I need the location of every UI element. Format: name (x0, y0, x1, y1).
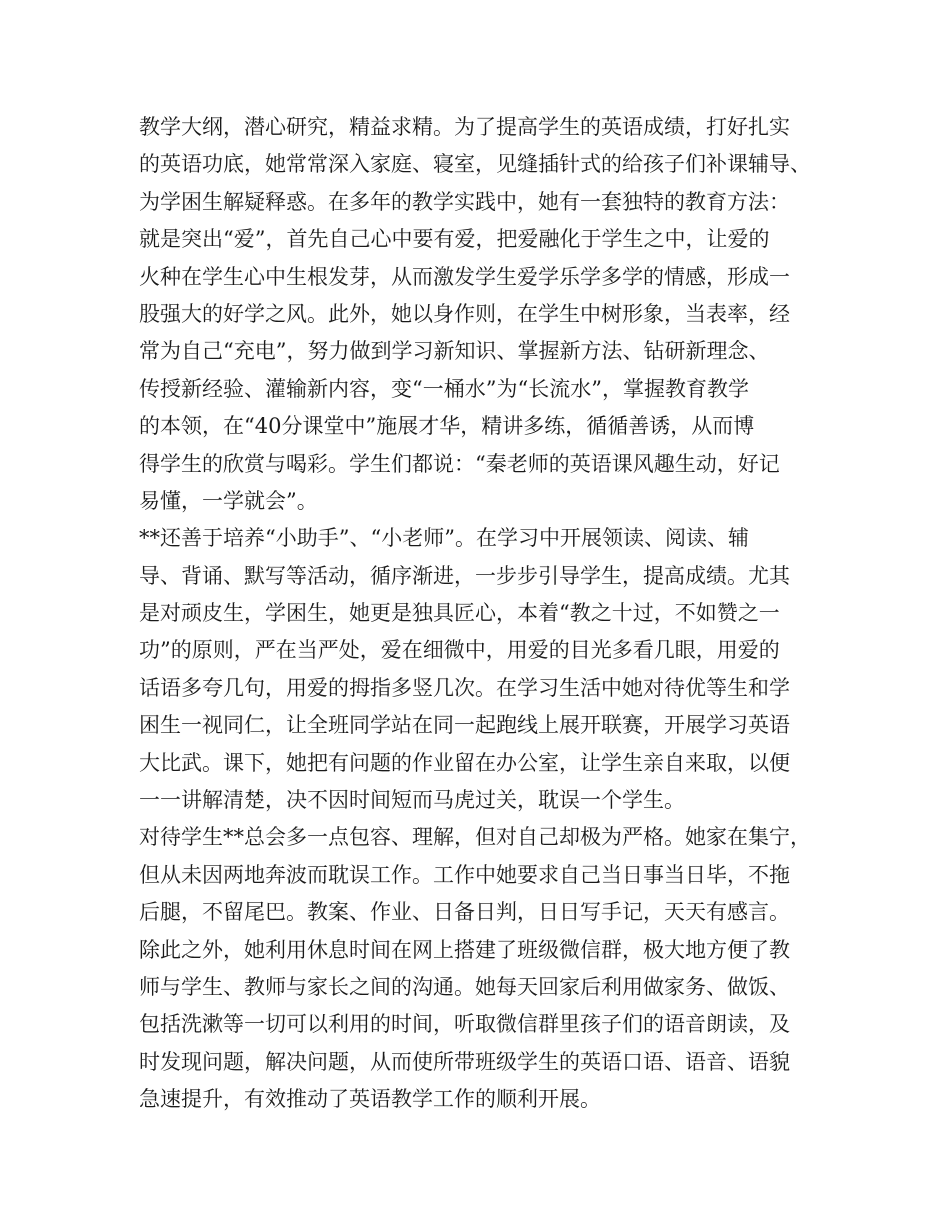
text-line: 困生一视同仁，让全班同学站在同一起跑线上展开联赛，开展学习英语 (139, 713, 790, 738)
text-line: 教学大纲，潜心研究，精益求精。为了提高学生的英语成绩，打好扎实 (139, 115, 790, 139)
text-line: 为学困生解疑释惑。在多年的教学实践中，她有一套独特的教育方法： (139, 189, 790, 214)
text-line: 常为自己“充电”，努力做到学习新知识、掌握新方法、钻研新理念、 (139, 339, 770, 364)
text-line: 一一讲解清楚，决不因时间短而马虎过关，耽误一个学生。 (139, 788, 685, 813)
text-line: 易懂，一学就会”。 (139, 488, 318, 513)
text-line: **还善于培养“小助手”、“小老师”。在学习中开展领读、阅读、辅 (139, 526, 749, 551)
text-line: 包括洗漱等一切可以利用的时间，听取微信群里孩子们的语音朗读，及 (139, 1012, 790, 1037)
text-line: 火种在学生心中生根发芽，从而激发学生爱学乐学多学的情感，形成一 (139, 264, 790, 289)
text-line: 话语多夸几句，用爱的拇指多竖几次。在学习生活中她对待优等生和学 (139, 675, 790, 700)
text-line: 时发现问题，解决问题，从而使所带班级学生的英语口语、语音、语貌 (139, 1049, 790, 1074)
text-line: 是对顽皮生，学困生，她更是独具匠心，本着“教之十过，不如赞之一 (139, 601, 780, 626)
text-line: 后腿，不留尾巴。教案、作业、日备日判，日日写手记，天天有感言。 (139, 900, 790, 925)
text-line: 功”的原则，严在当严处，爱在细微中，用爱的目光多看几眼，用爱的 (139, 638, 780, 663)
text-line: 传授新经验、灌输新内容，变“一桶水”为“长流水”，掌握教育教学 (139, 376, 749, 401)
text-line: 股强大的好学之风。此外，她以身作则，在学生中树形象，当表率，经 (139, 301, 790, 326)
text-line: 就是突出“爱”，首先自己心中要有爱，把爱融化于学生之中，让爱的 (139, 227, 770, 252)
text-line: 对待学生**总会多一点包容、理解，但对自己却极为严格。她家在集宁， (139, 825, 811, 850)
body-text (139, 109, 829, 1119)
text-line: 的英语功底，她常常深入家庭、寝室，见缝插针式的给孩子们补课辅导、 (139, 152, 811, 177)
text-line: 急速提升，有效推动了英语教学工作的顺利开展。 (139, 1087, 601, 1112)
text-line: 师与学生、教师与家长之间的沟通。她每天回家后利用做家务、做饭、 (139, 974, 790, 999)
text-line: 大比武。课下，她把有问题的作业留在办公室，让学生亲自来取，以便 (139, 750, 790, 775)
text-line: 得学生的欣赏与喝彩。学生们都说：“秦老师的英语课风趣生动，好记 (139, 451, 780, 476)
text-line: 导、背诵、默写等活动，循序渐进，一步步引导学生，提高成绩。尤其 (139, 563, 790, 588)
text-line: 但从未因两地奔波而耽误工作。工作中她要求自己当日事当日毕，不拖 (139, 862, 790, 887)
text-line: 的本领，在“40分课堂中”施展才华，精讲多练，循循善诱，从而博 (139, 414, 755, 439)
text-line: 除此之外，她利用休息时间在网上搭建了班级微信群，极大地方便了教 (139, 937, 790, 962)
